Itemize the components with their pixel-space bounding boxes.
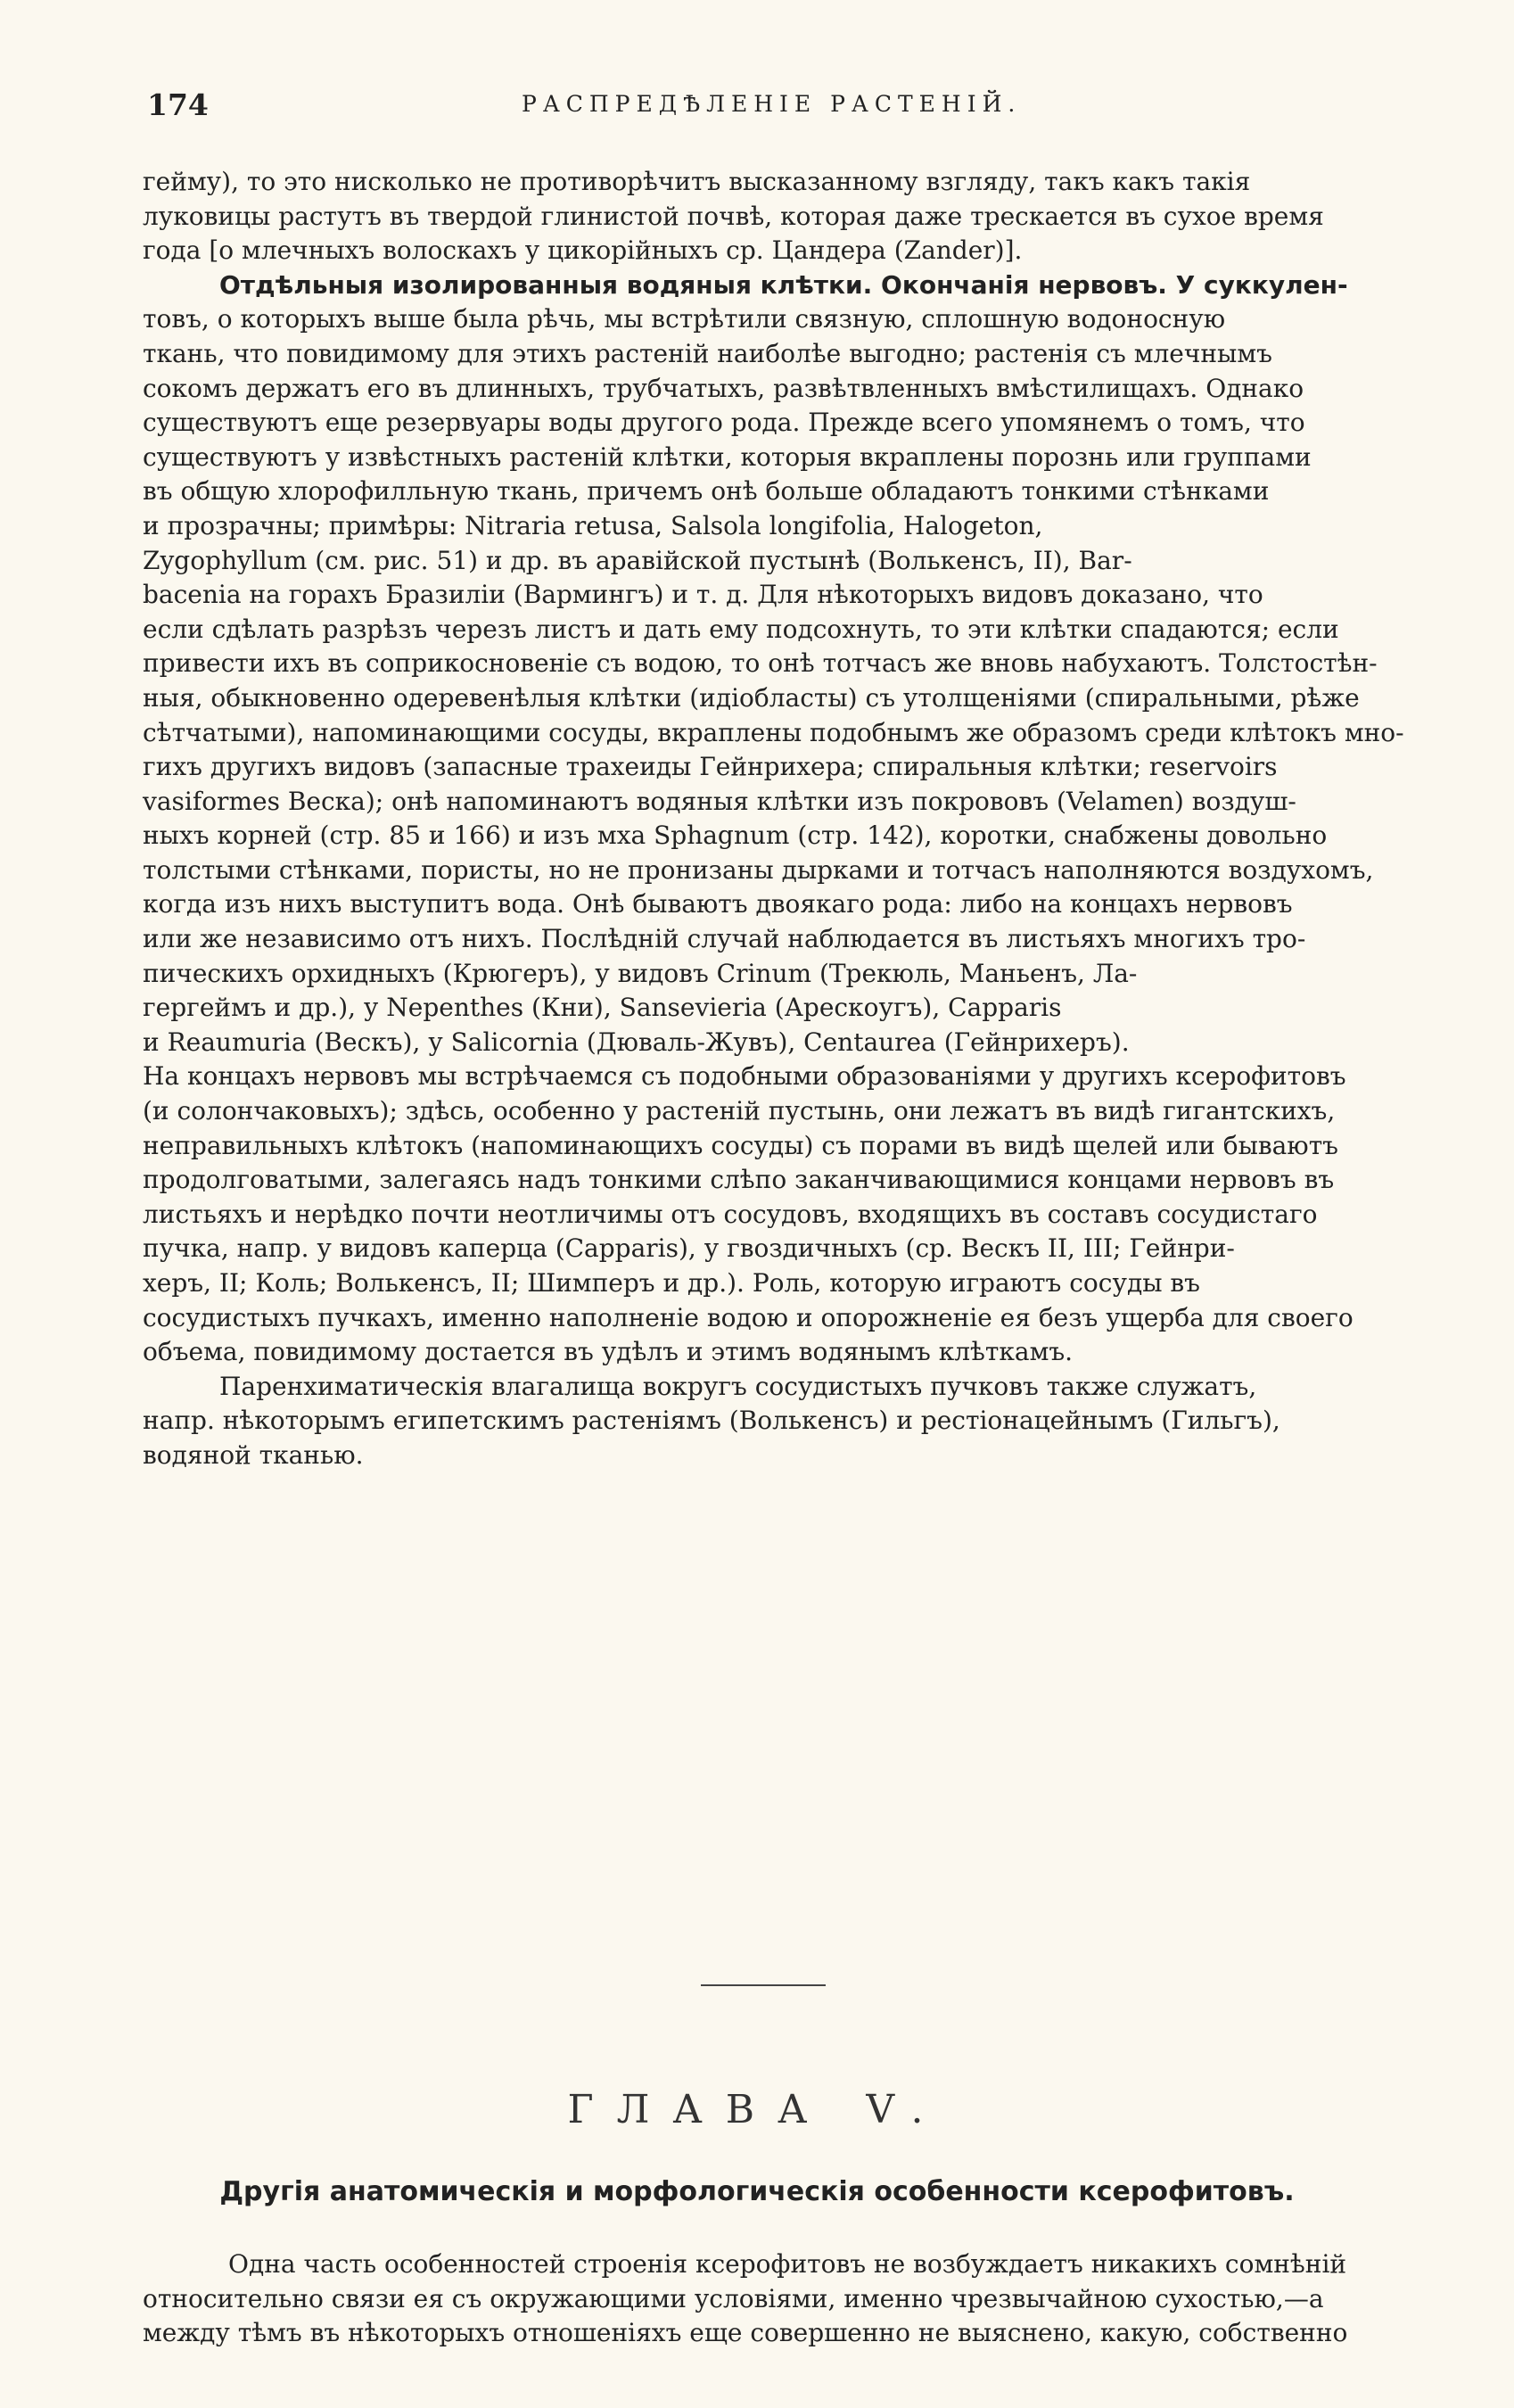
- text-line: или же независимо отъ нихъ. Послѣдній случай наблюдается въ листьяхъ многихъ тро-: [143, 924, 1306, 954]
- text-line: между тѣмъ въ нѣкоторыхъ отношеніяхъ еще совершенно не выяснено, какую, собственно: [143, 2318, 1348, 2348]
- text-line: херъ, II; Коль; Волькенсъ, II; Шимперъ и др.). Роль, которую играютъ сосуды въ: [143, 1268, 1200, 1298]
- text-line: Одна часть особенностей строенія ксерофитовъ не возбуждаетъ никакихъ сомнѣній: [228, 2249, 1347, 2279]
- page-number: 174: [147, 87, 209, 122]
- text-line: если сдѣлать разрѣзъ черезъ листъ и дать ему подсохнуть, то эти клѣтки спадаются; если: [143, 614, 1339, 644]
- text-line: На концахъ нервовъ мы встрѣчаемся съ подобными образованіями у другихъ ксерофитовъ: [143, 1061, 1346, 1092]
- text-line: существуютъ у извѣстныхъ растеній клѣтки, которыя вкраплены порознь или группами: [143, 441, 1312, 472]
- text-line: луковицы растутъ въ твердой глинистой почвѣ, которая даже трескается въ сухое время: [143, 201, 1324, 231]
- text-line: продолговатыми, залегаясь надъ тонкими слѣпо заканчивающимися концами нервовъ въ: [143, 1165, 1335, 1195]
- text-line: товъ, о которыхъ выше была рѣчь, мы встрѣтили связную, сплошную водоносную: [143, 304, 1226, 334]
- text-line: и Reaumuria (Вескъ), у Salicornia (Дюваль-Жувъ), Centaurea (Гейнрихеръ).: [143, 1027, 1130, 1057]
- chapter-subtitle: Другія анатомическія и морфологическія особенности ксерофитовъ.: [219, 2176, 1295, 2207]
- text-line: bacenia на горахъ Бразиліи (Вармингъ) и т. д. Для нѣкоторыхъ видовъ доказано, что: [143, 580, 1263, 610]
- text-line: Zygophyllum (см. рис. 51) и др. въ аравійской пустынѣ (Волькенсъ, II), Bar-: [143, 545, 1132, 575]
- text-line: водяной тканью.: [143, 1439, 364, 1470]
- running-head: РАСПРЕДѢЛЕНІЕ РАСТЕНІЙ.: [522, 91, 1022, 117]
- text-line: пучка, напр. у видовъ каперца (Capparis), у гвоздичныхъ (ср. Вескъ II, III; Гейнри-: [143, 1233, 1235, 1264]
- text-line: гергеймъ и др.), у Nepenthes (Кни), Sansevieria (Арескоугъ), Capparis: [143, 993, 1062, 1023]
- text-line: когда изъ нихъ выступитъ вода. Онѣ бываютъ двоякаго рода: либо на концахъ нервовъ: [143, 889, 1293, 919]
- text-line: ныхъ корней (стр. 85 и 166) и изъ мха Sphagnum (стр. 142), коротки, снабжены довольно: [143, 821, 1328, 851]
- chapter-text: [143, 2247, 1416, 2351]
- text-line: неправильныхъ клѣтокъ (напоминающихъ сосуды) съ порами въ видѣ щелей или бываютъ: [143, 1130, 1338, 1160]
- text-line: толстыми стѣнками, пористы, но не пронизаны дырками и тотчасъ наполняются воздухомъ,: [143, 854, 1374, 885]
- text-line: въ общую хлорофилльную ткань, причемъ онѣ больше обладаютъ тонкими стѣнками: [143, 476, 1270, 507]
- text-line: года [о млечныхъ волоскахъ у цикорійныхъ ср. Цандера (Zander)].: [143, 235, 1023, 266]
- text-line: и прозрачны; примѣры: Nitraria retusa, Salsola longifolia, Halogeton,: [143, 510, 1043, 540]
- text-line: ныя, обыкновенно одеревенѣлыя клѣтки (идіобласты) съ утолщеніями (спиральными, рѣже: [143, 682, 1360, 713]
- text-line: гихъ другихъ видовъ (запасные трахеиды Гейнрихера; спиральныя клѣтки; reservoirs: [143, 752, 1278, 782]
- section-heading-line: Отдѣльныя изолированныя водяныя клѣтки. Окончанія нервовъ. У суккулен-: [219, 269, 1348, 300]
- text-line: ткань, что повидимому для этихъ растеній наиболѣе выгодно; растенія съ млечнымъ: [143, 338, 1272, 368]
- text-line: листьяхъ и нерѣдко почти неотличимы отъ сосудовъ, входящихъ въ составъ сосудистаго: [143, 1199, 1318, 1229]
- text-line: сосудистыхъ пучкахъ, именно наполненіе водою и опорожненіе ея безъ ущерба для своего: [143, 1302, 1354, 1332]
- text-line: Паренхиматическія влагалища вокругъ сосудистыхъ пучковъ также служатъ,: [219, 1371, 1257, 1401]
- text-line: привести ихъ въ соприкосновеніе съ водою, то онѣ тотчасъ же вновь набухаютъ. Толстостѣн-: [143, 648, 1378, 679]
- text-line: vasiformes Веска); онѣ напоминаютъ водяныя клѣтки изъ покрововъ (Velamen) воздуш-: [143, 786, 1296, 816]
- text-line: сѣтчатыми), напоминающими сосуды, вкраплены подобнымъ же образомъ среди клѣтокъ мно-: [143, 717, 1404, 747]
- text-line: гейму), то это нисколько не противорѣчитъ высказанному взгляду, такъ какъ такія: [143, 167, 1251, 196]
- text-line: пическихъ орхидныхъ (Крюгеръ), у видовъ Crinum (Трекюль, Маньенъ, Ла-: [143, 958, 1138, 988]
- text-line: существуютъ еще резервуары воды другого рода. Прежде всего упомянемъ о томъ, что: [143, 408, 1305, 438]
- text-line: объема, повидимому достается въ удѣлъ и этимъ водянымъ клѣткамъ.: [143, 1337, 1074, 1367]
- text-line: напр. нѣкоторымъ египетскимъ растеніямъ (Волькенсъ) и рестіонацейнымъ (Гильгъ),: [143, 1406, 1280, 1436]
- body-text: [143, 165, 1416, 1473]
- chapter-title: ГЛАВА V.: [567, 2087, 947, 2132]
- section-divider: [701, 1984, 826, 1986]
- page-header: [143, 87, 1052, 132]
- text-line: относительно связи ея съ окружающими условіями, именно чрезвычайною сухостью,—а: [143, 2283, 1324, 2313]
- text-line: (и солончаковыхъ); здѣсь, особенно у растеній пустынь, они лежатъ въ видѣ гигантскихъ,: [143, 1096, 1336, 1126]
- text-line: сокомъ держатъ его въ длинныхъ, трубчатыхъ, развѣтвленныхъ вмѣстилищахъ. Однако: [143, 373, 1304, 403]
